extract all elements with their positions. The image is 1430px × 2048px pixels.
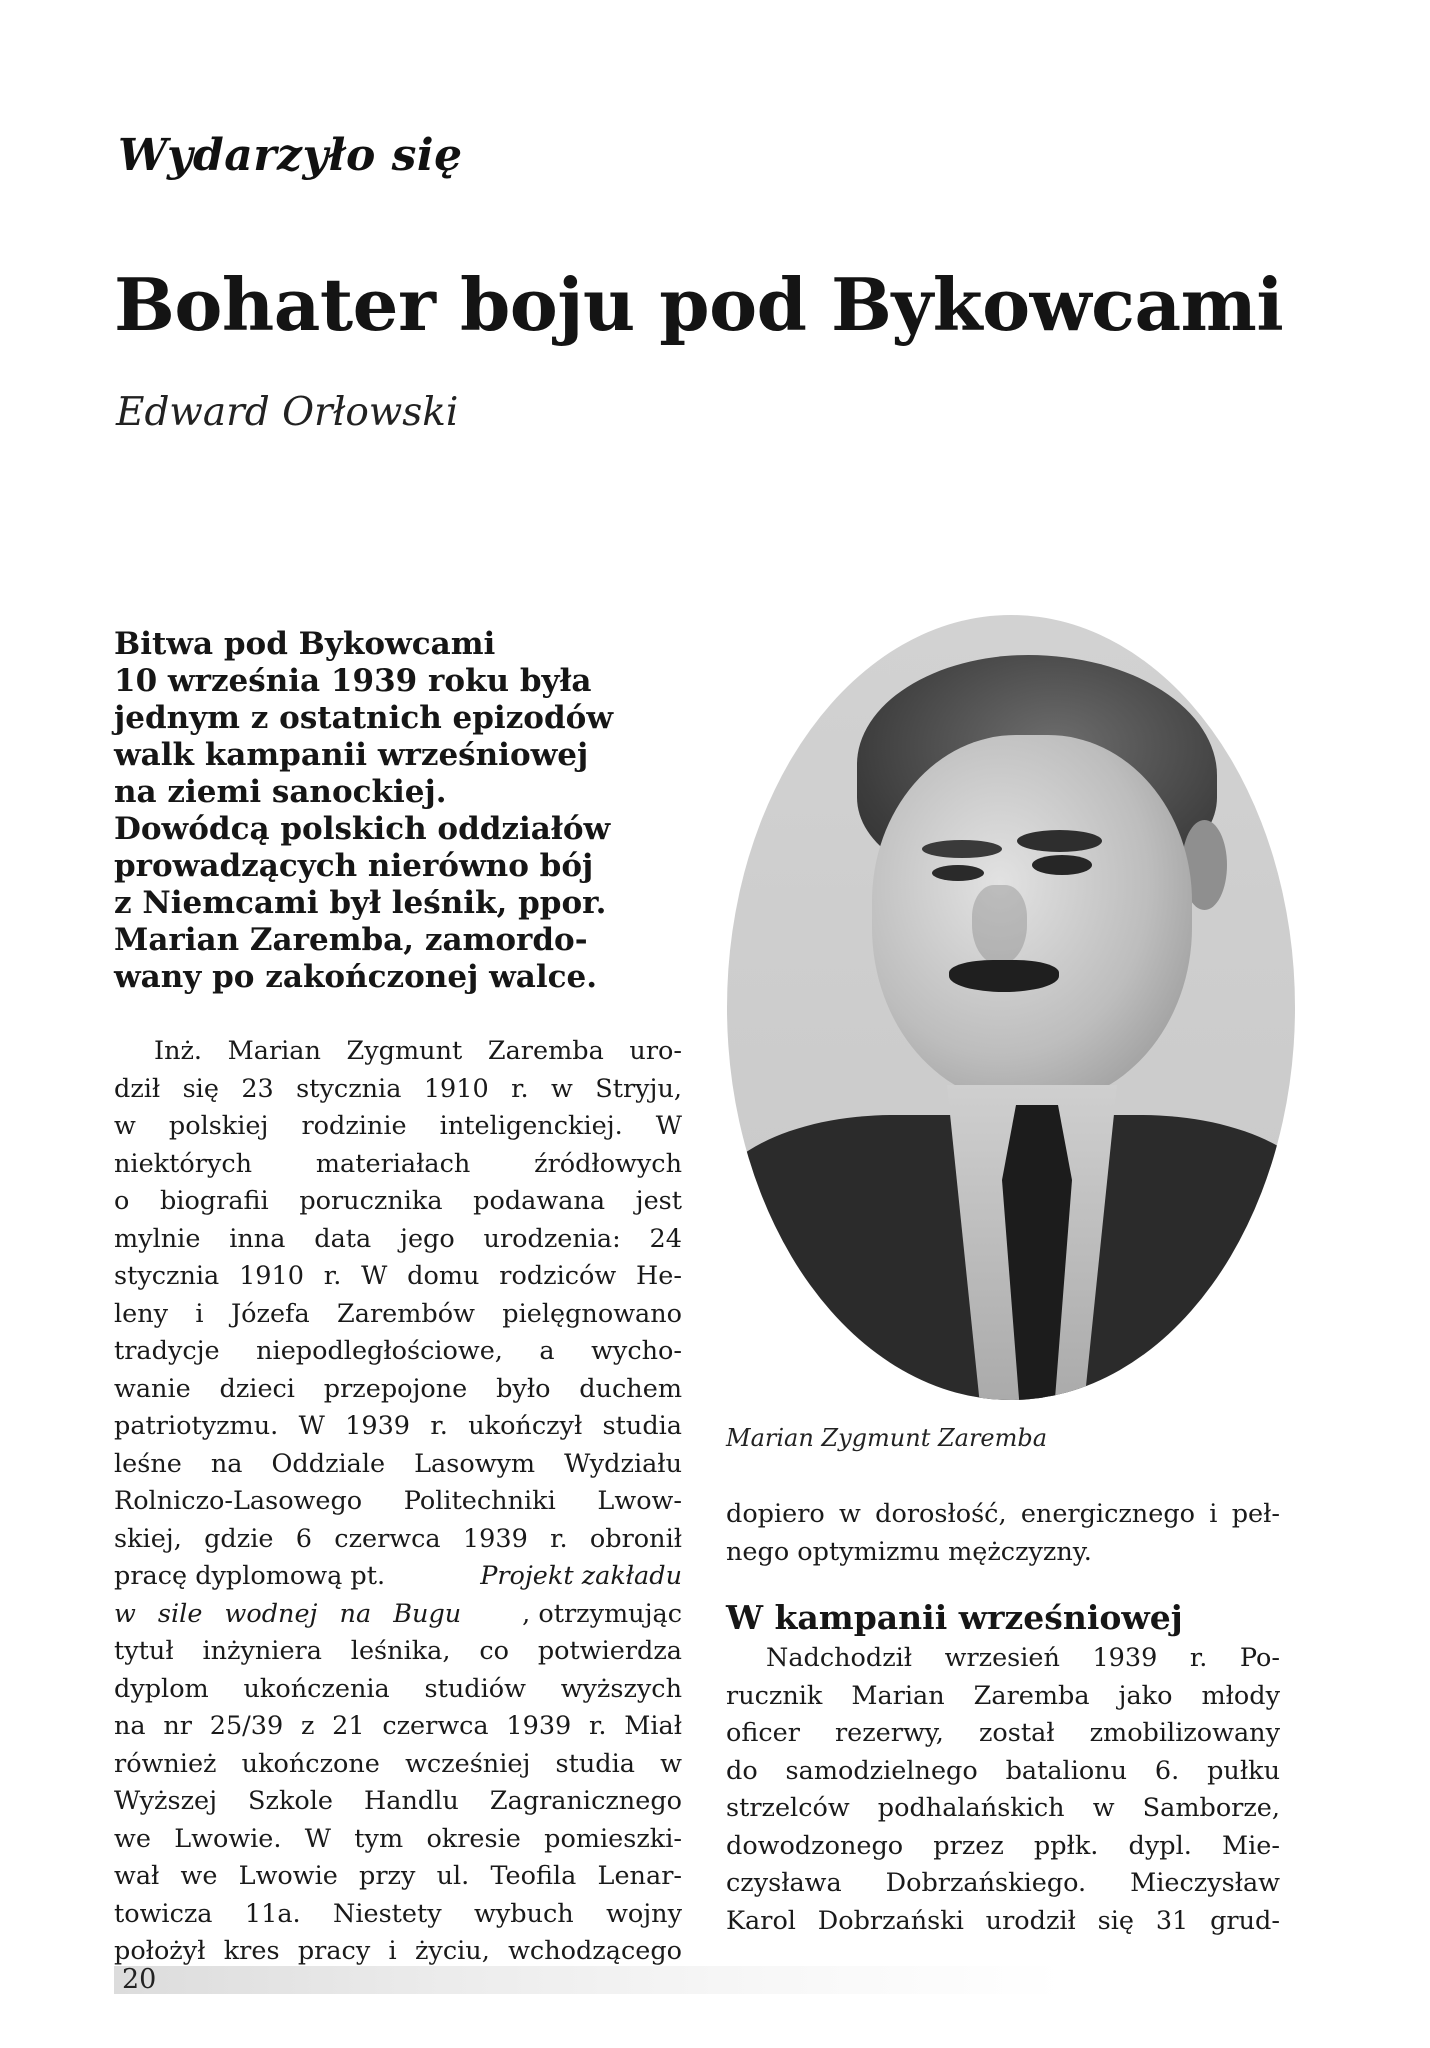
photo-brow-shape	[922, 840, 1002, 858]
body-line: na nr 25/39 z 21 czerwca 1939 r. Miał	[114, 1711, 682, 1741]
portrait-photo	[727, 615, 1295, 1400]
body-line: Rolniczo-Lasowego Politechniki Lwow-	[114, 1486, 682, 1516]
body-line: Karol Dobrzański urodził się 31 grud-	[726, 1905, 1280, 1936]
body-line: towicza 11a. Niestety wybuch wojny	[114, 1898, 682, 1929]
lead-line: 10 września 1939 roku była	[114, 663, 592, 699]
body-line: Nadchodził wrzesień 1939 r. Po-	[766, 1643, 1280, 1673]
body-line: we Lwowie. W tym okresie pomieszki-	[114, 1823, 682, 1854]
body-line: nego optymizmu mężczyzny.	[726, 1536, 1092, 1567]
page-number: 20	[122, 1964, 157, 1995]
lead-line: walk kampanii wrześniowej	[114, 737, 589, 773]
body-line: rucznik Marian Zaremba jako młody	[726, 1680, 1280, 1711]
body-line: Wyższej Szkole Handlu Zagranicznego	[114, 1786, 682, 1816]
body-line: dził się 23 stycznia 1910 r. w Stryju,	[114, 1073, 682, 1104]
thesis-title: w sile wodnej na Bugu	[114, 1598, 462, 1629]
lead-line: Dowódcą polskich oddziałów	[114, 811, 611, 847]
lead-line: z Niemcami był leśnik, ppor.	[114, 885, 607, 921]
body-line: dyplom ukończenia studiów wyższych	[114, 1673, 682, 1704]
section-label: Wydarzyło się	[118, 130, 463, 181]
body-text: , otrzymując	[522, 1598, 682, 1629]
body-line: strzelców podhalańskich w Samborze,	[726, 1793, 1280, 1823]
body-column-right-section	[726, 1640, 1280, 1940]
body-line	[114, 1558, 682, 1596]
body-line: niektórych materiałach źródłowych	[114, 1148, 682, 1179]
body-line: patriotyzmu. W 1939 r. ukończył studia	[114, 1411, 682, 1441]
photo-nose-shape	[972, 885, 1027, 965]
body-line: mylnie inna data jego urodzenia: 24	[114, 1223, 682, 1254]
body-line: dopiero w dorosłość, energicznego i peł-	[726, 1499, 1280, 1529]
lead-line: na ziemi sanockiej.	[114, 774, 447, 810]
body-line: również ukończone wcześniej studia w	[114, 1748, 682, 1779]
body-line: dowodzonego przez ppłk. dypl. Mie-	[726, 1830, 1280, 1861]
section-heading: W kampanii wrześniowej	[726, 1598, 1183, 1637]
footer-bar	[114, 1966, 1064, 1994]
body-line: wał we Lwowie przy ul. Teofila Lenar-	[114, 1861, 682, 1891]
body-line	[114, 1596, 682, 1634]
lead-line: Marian Zaremba, zamordo-	[114, 922, 588, 958]
thesis-title: Projekt zakładu	[480, 1561, 682, 1591]
body-line: wanie dzieci przepojone było duchem	[114, 1373, 682, 1404]
body-line: leny i Józefa Zarembów pielęgnowano	[114, 1298, 682, 1329]
body-line: o biografii porucznika podawana jest	[114, 1186, 682, 1216]
body-line: położył kres pracy i życiu, wchodzącego	[114, 1936, 682, 1966]
body-line: tytuł inżyniera leśnika, co potwierdza	[114, 1636, 682, 1666]
photo-eye-shape	[932, 865, 984, 881]
photo-brow-shape	[1017, 830, 1102, 852]
author-byline: Edward Orłowski	[116, 390, 459, 435]
body-line: stycznia 1910 r. W domu rodziców He-	[114, 1261, 682, 1291]
body-line: w polskiej rodzinie inteligenckiej. W	[114, 1111, 682, 1141]
body-line: skiej, gdzie 6 czerwca 1939 r. obronił	[114, 1523, 682, 1554]
body-line: tradycje niepodległościowe, a wycho-	[114, 1336, 682, 1366]
body-line: leśne na Oddziale Lasowym Wydziału	[114, 1448, 682, 1479]
lead-line: wany po zakończonej walce.	[114, 959, 598, 995]
body-text: pracę dyplomową pt.	[114, 1561, 386, 1591]
photo-face-shape	[872, 735, 1192, 1105]
body-line: Inż. Marian Zygmunt Zaremba uro-	[154, 1036, 682, 1066]
body-line: oficer rezerwy, został zmobilizowany	[726, 1718, 1280, 1748]
body-line: do samodzielnego batalionu 6. pułku	[726, 1755, 1280, 1786]
lead-line: prowadzących nierówno bój	[114, 848, 594, 884]
article-title: Bohater boju pod Bykowcami	[114, 262, 1284, 347]
body-column-left	[114, 1033, 682, 1971]
photo-eye-shape	[1032, 855, 1092, 875]
photo-mustache-shape	[949, 960, 1059, 992]
photo-caption: Marian Zygmunt Zaremba	[726, 1424, 1048, 1452]
lead-line: Bitwa pod Bykowcami	[114, 626, 496, 662]
body-line: czysława Dobrzańskiego. Mieczysław	[726, 1868, 1280, 1898]
lead-line: jednym z ostatnich epizodów	[114, 700, 614, 736]
lead-paragraph	[114, 626, 694, 996]
body-column-right-continuation	[726, 1496, 1280, 1571]
